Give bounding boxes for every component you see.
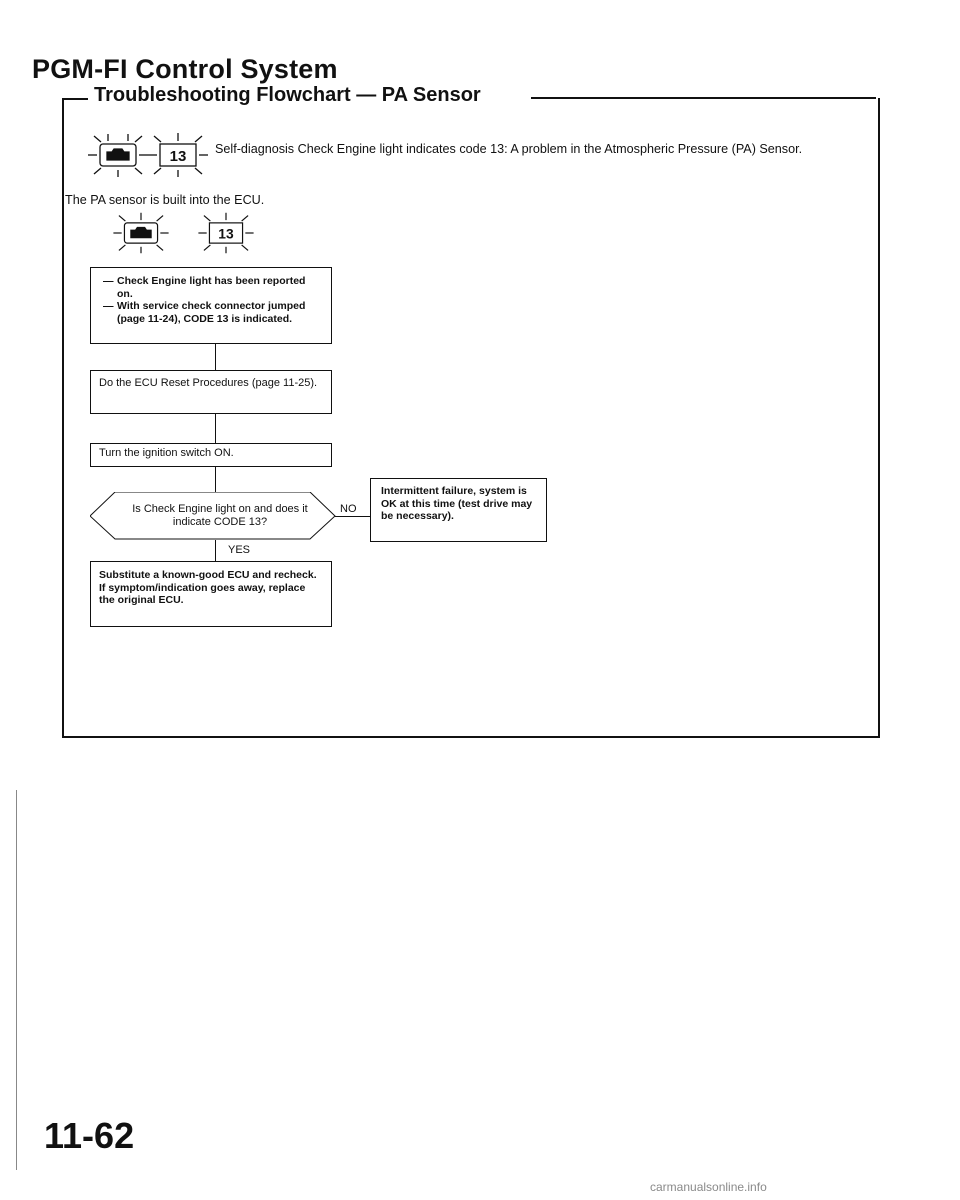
flow-result-no: Intermittent failure, system is OK at this time (test drive may be necessary). [370, 478, 547, 542]
flow-start-box [90, 267, 332, 344]
code-number: 13 [218, 226, 234, 242]
list-item: — Check Engine light has been reported on. [103, 275, 306, 300]
page-number: 11-62 [44, 1115, 135, 1156]
branch-label-yes: YES [228, 544, 251, 556]
margin-line [16, 790, 17, 1170]
branch-label-no: NO [340, 503, 357, 515]
sensor-note: The PA sensor is built into the ECU. [65, 193, 265, 207]
connector-line [215, 466, 216, 492]
check-engine-icon [88, 130, 148, 180]
flow-step-reset: Do the ECU Reset Procedures (page 11-25). [90, 370, 332, 414]
watermark: carmanualsonline.info [650, 1180, 767, 1194]
diagnosis-description: Self-diagnosis Check Engine light indicates code 13: A problem in the Atmospheric Pressure (PA) Sensor. [215, 142, 803, 156]
code-number: 13 [169, 148, 187, 165]
flow-step-ignition: Turn the ignition switch ON. [90, 443, 332, 467]
connector-line [215, 540, 216, 561]
connector-line [215, 343, 216, 370]
check-engine-icon [113, 210, 169, 256]
decision-question: Is Check Engine light on and does it indicate CODE 13? [132, 503, 308, 528]
code-13-icon [148, 130, 208, 180]
connector-line [335, 516, 370, 517]
page-title: PGM-FI Control System [32, 54, 338, 84]
section-subtitle: Troubleshooting Flowchart — PA Sensor [94, 84, 481, 106]
connector-line [215, 413, 216, 443]
code-13-icon [198, 210, 254, 256]
list-item: — With service check connector jumped (page 11-24), CODE 13 is indicated. [103, 300, 306, 325]
flow-result-yes: Substitute a known-good ECU and recheck. If symptom/indication goes away, replace the original ECU. [90, 561, 332, 627]
